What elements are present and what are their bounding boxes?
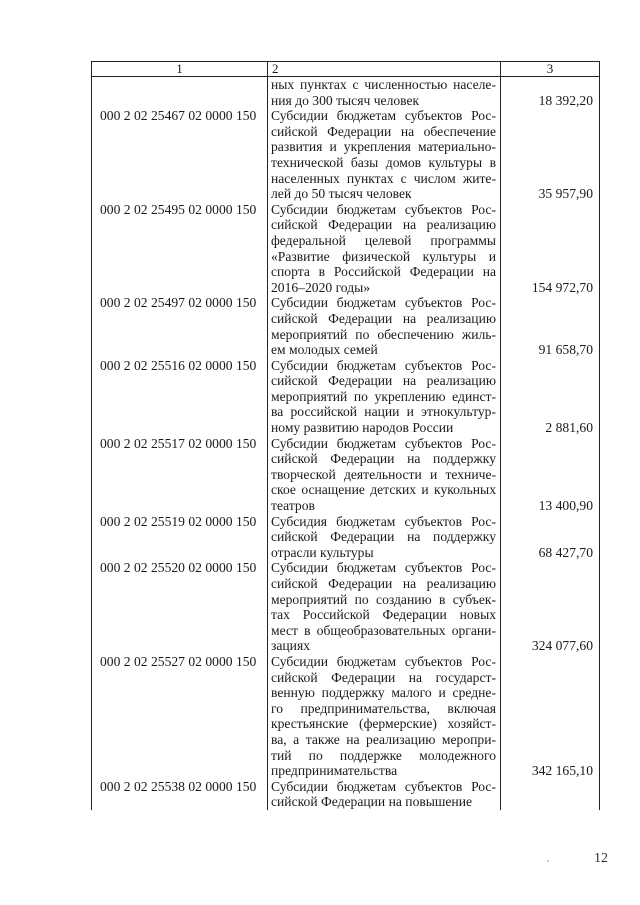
description-line: сийской Федерации на повышение (271, 794, 473, 810)
description-line: сийской Федерации на реализацию (271, 373, 496, 389)
description-line: Субсидии бюджетам субъектов Рос- (271, 108, 496, 124)
table-row (92, 436, 600, 514)
budget-code: 000 2 02 25516 02 0000 150 (92, 358, 268, 436)
budget-code: 000 2 02 25497 02 0000 150 (92, 295, 268, 357)
header-col-3: 3 (501, 62, 600, 77)
table-row (92, 779, 600, 810)
description (268, 560, 501, 654)
description (268, 436, 501, 514)
description (268, 108, 501, 202)
description-line: развития и укрепления материально- (271, 139, 496, 155)
description-line: крестьянские (фермерские) хозяйст- (271, 716, 496, 732)
description-line: ных пунктах с численностью населе- (271, 77, 496, 92)
amount: 13 400,90 (501, 436, 600, 514)
table-row (92, 295, 600, 357)
table-row (92, 358, 600, 436)
description (268, 779, 501, 810)
budget-code: 000 2 02 25495 02 0000 150 (92, 202, 268, 296)
description-line: ское оснащение детских и кукольных (271, 482, 496, 498)
description (268, 514, 501, 561)
description-line: сийской Федерации на государст- (271, 669, 496, 685)
amount: 2 881,60 (501, 358, 600, 436)
description-line: Субсидия бюджетам субъектов Рос- (271, 513, 496, 529)
header-col-1: 1 (92, 62, 268, 77)
description-line: ем молодых семей (271, 342, 378, 358)
description-line: Субсидии бюджетам субъектов Рос- (271, 201, 496, 217)
description-line: отрасли культуры (271, 544, 374, 560)
description-line: предпринимательства (271, 763, 398, 779)
scan-speck (547, 860, 549, 862)
budget-code: 000 2 02 25520 02 0000 150 (92, 560, 268, 654)
budget-code: 000 2 02 25517 02 0000 150 (92, 436, 268, 514)
table-row (92, 654, 600, 779)
description-line: населенных пунктах с числом жите- (271, 170, 496, 186)
budget-code: 000 2 02 25527 02 0000 150 (92, 654, 268, 779)
amount: 18 392,20 (501, 77, 600, 109)
description-line: го предпринимательства, включая (271, 700, 496, 716)
description-line: 2016–2020 годы» (271, 279, 371, 295)
budget-code (92, 77, 268, 109)
description-line: мероприятий по созданию в субъек- (271, 591, 496, 607)
page-number: 12 (594, 851, 608, 866)
table-row (92, 514, 600, 561)
description-line: мероприятий по укреплению единст- (271, 388, 496, 404)
description-line: ному развитию народов России (271, 420, 454, 436)
description-line: мест в общеобразовательных органи- (271, 622, 496, 638)
amount: 68 427,70 (501, 514, 600, 561)
description-line: лей до 50 тысяч человек (271, 186, 412, 202)
description-line: тах Российской Федерации новых (271, 607, 496, 623)
description-line: сийской Федерации на поддержку (271, 451, 496, 467)
amount: 91 658,70 (501, 295, 600, 357)
description-line: федеральной целевой программы (271, 232, 496, 248)
description (268, 358, 501, 436)
budget-code: 000 2 02 25519 02 0000 150 (92, 514, 268, 561)
description-line: сийской Федерации на поддержку (271, 529, 496, 545)
description-line: ния до 300 тысяч человек (271, 92, 420, 108)
amount: 35 957,90 (501, 108, 600, 202)
table-row (92, 108, 600, 202)
description-line: спорта в Российской Федерации на (271, 264, 496, 280)
header-col-2: 2 (268, 62, 501, 77)
description (268, 654, 501, 779)
description-line: сийской Федерации на реализацию (271, 576, 496, 591)
budget-code: 000 2 02 25467 02 0000 150 (92, 108, 268, 202)
amount: 324 077,60 (501, 560, 600, 654)
description-line: зациях (271, 638, 311, 654)
table-row (92, 560, 600, 654)
description-line: театров (271, 498, 315, 514)
description (268, 295, 501, 357)
table-body (92, 77, 600, 810)
amount (501, 779, 600, 810)
description-line: Субсидии бюджетам субъектов Рос- (271, 653, 496, 669)
description-line: сийской Федерации на реализацию (271, 217, 496, 233)
description-line: Субсидии бюджетам субъектов Рос- (271, 435, 496, 451)
description-line: технической базы домов культуры в (271, 154, 496, 170)
description-line: сийской Федерации на реализацию (271, 310, 496, 326)
amount: 342 165,10 (501, 654, 600, 779)
description-line: венную поддержку малого и средне- (271, 685, 496, 701)
budget-code: 000 2 02 25538 02 0000 150 (92, 779, 268, 810)
budget-table (91, 61, 600, 810)
description-line: Субсидии бюджетам субъектов Рос- (271, 560, 496, 576)
description-line: «Развитие физической культуры и (271, 248, 496, 264)
table-row (92, 77, 600, 109)
table-header-row (92, 62, 600, 77)
description-line: Субсидии бюджетам субъектов Рос- (271, 778, 496, 794)
description-line: мероприятий по обеспечению жиль- (271, 326, 496, 342)
description-line: Субсидии бюджетам субъектов Рос- (271, 357, 496, 373)
description-line: ва российской нации и этнокультур- (271, 404, 496, 420)
table-row (92, 202, 600, 296)
description-line: творческой деятельности и техниче- (271, 466, 496, 482)
description-line: ва, а также на реализацию меропри- (271, 731, 496, 747)
description-line: тий по поддержке молодежного (271, 747, 496, 763)
description-line: сийской Федерации на обеспечение (271, 123, 496, 139)
description-line: Субсидии бюджетам субъектов Рос- (271, 295, 496, 311)
description (268, 202, 501, 296)
amount: 154 972,70 (501, 202, 600, 296)
description (268, 77, 501, 109)
